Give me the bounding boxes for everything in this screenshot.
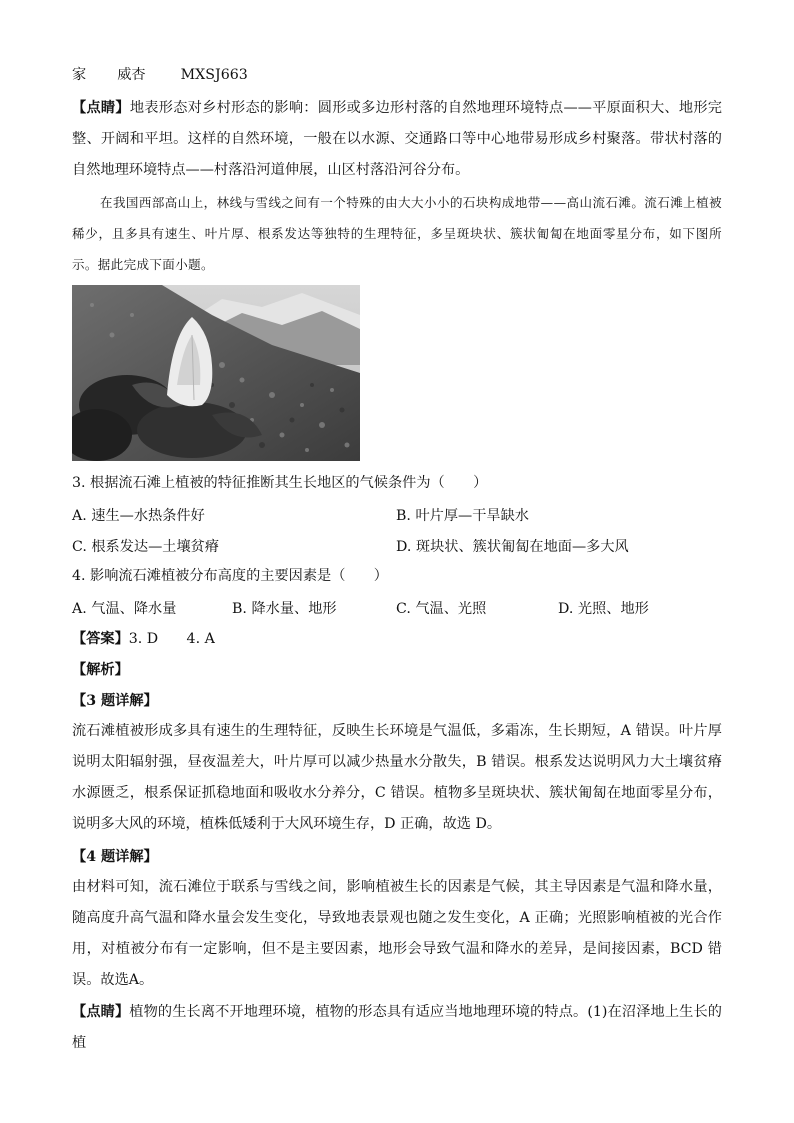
q4-option-c: C. 气温、光照 bbox=[396, 601, 487, 617]
question-4-stem: 4. 影响流石滩植被分布高度的主要因素是（ ） bbox=[72, 568, 388, 584]
answer-text: 3. D 4. A bbox=[128, 631, 215, 647]
question-3-stem: 3. 根据流石滩上植被的特征推断其生长地区的气候条件为（ ） bbox=[72, 475, 488, 491]
analysis-tag: 【解析】 bbox=[72, 662, 129, 678]
answer-tag: 【答案】 bbox=[72, 631, 129, 647]
q3-option-d: D. 斑块状、簇状匍匐在地面—多大风 bbox=[396, 539, 629, 555]
q3-option-c: C. 根系发达—土壤贫瘠 bbox=[72, 539, 220, 555]
note-tag: 【点睛】 bbox=[72, 100, 130, 116]
header-line bbox=[72, 66, 722, 84]
note-paragraph-1 bbox=[72, 93, 722, 186]
header-label-a: 家 bbox=[72, 67, 87, 83]
question-3-options-row-1 bbox=[72, 505, 722, 525]
detail-3-text: 流石滩植被形成多具有速生的生理特征，反映生长环境是气温低，多霜冻，生长期短，A 错误。叶片厚说明太阳辐射强，昼夜温差大，叶片厚可以减少热量水分散失，B 错误。根系发达说明风力大土壤贫瘠水源匮乏，根系保证抓稳地面和吸收水分养分，C 错误。植物多呈斑块状、簇状匍匐在地面零星分布，说明多大风的环境，植株低矮利于大风环境生存，D 正确，故选 D。 bbox=[72, 723, 722, 832]
question-4-options-row bbox=[72, 598, 722, 618]
header-label-b: 威杏 bbox=[117, 67, 146, 83]
detail-4-text: 由材料可知，流石滩位于联系与雪线之间，影响植被生长的因素是气候，其主导因素是气温和降水量，随高度升高气温和降水量会发生变化，导致地表景观也随之发生变化，A 正确；光照影响植被的光合作用，对植被分布有一定影响，但不是主要因素，地形会导致气温和降水的差异，是间接因素，BCD 错误。故选A。 bbox=[72, 879, 722, 988]
answer-line bbox=[72, 630, 722, 648]
note-2-tag: 【点睛】 bbox=[72, 1004, 130, 1020]
q4-option-a: A. 气温、降水量 bbox=[72, 601, 177, 617]
q3-option-b: B. 叶片厚—干旱缺水 bbox=[396, 508, 529, 524]
material-passage: 在我国西部高山上，林线与雪线之间有一个特殊的由大大小小的石块构成地带——高山流石滩。流石滩上植被稀少，且多具有速生、叶片厚、根系发达等独特的生理特征，多呈斑块状、簇状匍匐在地面零星分布，如下图所示。据此完成下面小题。 bbox=[72, 195, 722, 272]
q3-option-a: A. 速生—水热条件好 bbox=[72, 508, 205, 524]
note-2-text: 植物的生长离不开地理环境，植物的形态具有适应当地地理环境的特点。(1)在沼泽地上生长的植 bbox=[72, 1004, 722, 1051]
note-paragraph-2 bbox=[72, 997, 722, 1059]
question-3-options-row-2 bbox=[72, 536, 722, 556]
note-text: 地表形态对乡村形态的影响：圆形或多边形村落的自然地理环境特点——平原面积大、地形完整、开阔和平坦。这样的自然环境，一般在以水源、交通路口等中心地带易形成乡村聚落。带状村落的自然地理环境特点——村落沿河道伸展，山区村落沿河谷分布。 bbox=[72, 100, 722, 178]
q4-option-b: B. 降水量、地形 bbox=[232, 601, 337, 617]
q4-option-d: D. 光照、地形 bbox=[558, 601, 649, 617]
header-code: MXSJ663 bbox=[180, 67, 248, 83]
alpine-scree-photo bbox=[72, 285, 360, 461]
detail-4-tag: 【4 题详解】 bbox=[72, 849, 158, 865]
detail-3-tag: 【3 题详解】 bbox=[72, 693, 158, 709]
